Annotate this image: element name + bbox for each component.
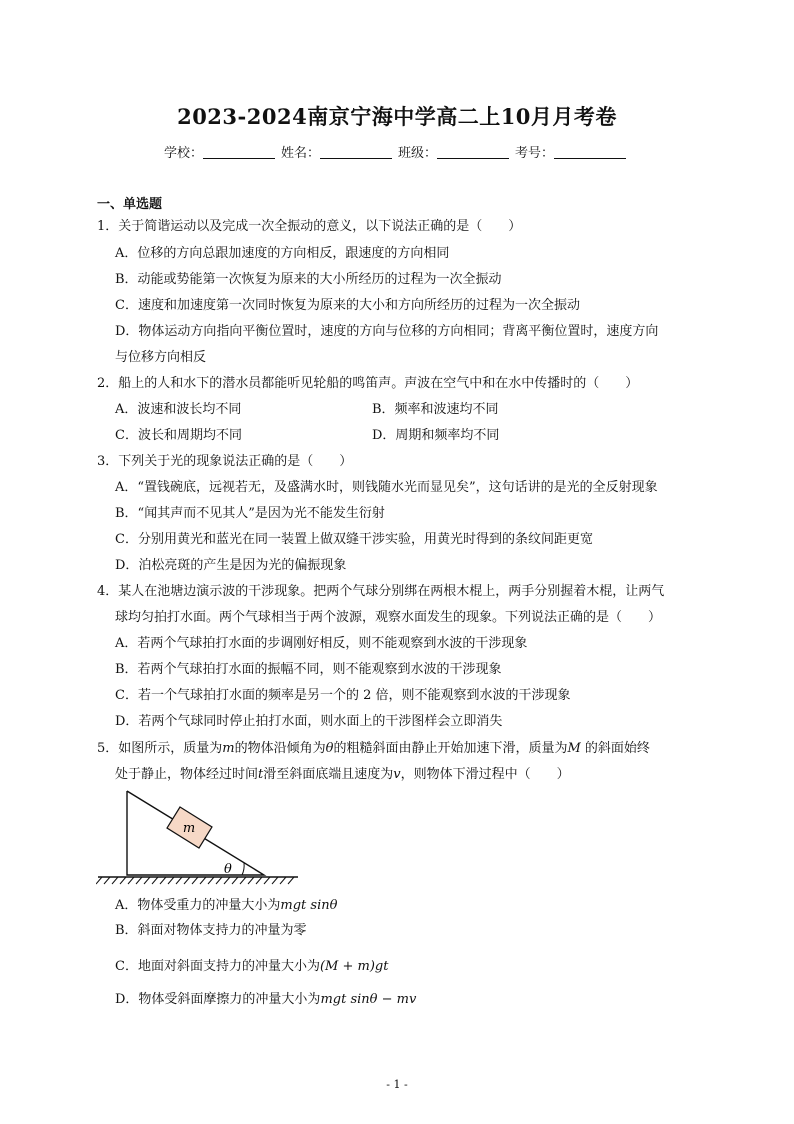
exam-number-blank[interactable] bbox=[554, 146, 626, 159]
question-2-stem: 2．船上的人和水下的潜水员都能听见轮船的鸣笛声。声波在空气中和在水中传播时的（ ） bbox=[97, 376, 639, 391]
name-label: 姓名： bbox=[280, 146, 320, 161]
question-3-option-b: B．“闻其声而不见其人”是因为光不能发生衍射 bbox=[115, 506, 385, 521]
q5-text-e: 处于静止，物体经过时间 bbox=[115, 767, 259, 782]
q5-text-c: 的粗糙斜面由静止开始加速下滑，质量为 bbox=[333, 741, 568, 756]
q5-var-M: M bbox=[567, 741, 581, 756]
q5-text-f: 滑至斜面底端且速度为 bbox=[263, 767, 394, 782]
q5-text-b: 的物体沿倾角为 bbox=[234, 741, 326, 756]
question-4-option-d: D．若两个气球同时停止拍打水面，则水面上的干涉图样会立即消失 bbox=[115, 714, 503, 729]
question-5-stem-line-2 bbox=[115, 766, 570, 784]
class-label: 班级： bbox=[398, 146, 438, 161]
exam-number-label: 考号： bbox=[515, 146, 555, 161]
question-1-option-c: C．速度和加速度第一次同时恢复为原来的大小和方向所经历的过程为一次全振动 bbox=[115, 298, 580, 313]
question-1-option-d-cont: 与位移方向相反 bbox=[115, 350, 207, 365]
school-field bbox=[164, 142, 279, 161]
question-5-option-b bbox=[115, 922, 307, 940]
question-1-option-b: B．动能或势能第一次恢复为原来的大小所经历的过程为一次全振动 bbox=[115, 272, 502, 287]
question-4-stem-line-2: 球均匀拍打水面。两个气球相当于两个波源，观察水面发生的现象。下列说法正确的是（ ） bbox=[115, 610, 662, 625]
q5-text-a: 5．如图所示，质量为 bbox=[97, 741, 223, 756]
question-3-option-a: A．“置钱碗底，远视若无，及盛满水时，则钱随水光而显见矣”，这句话讲的是光的全反射现象 bbox=[115, 480, 658, 495]
question-5-option-d bbox=[115, 991, 416, 1009]
question-2-option-b: B．频率和波速均不同 bbox=[372, 402, 499, 417]
name-blank[interactable] bbox=[320, 146, 392, 159]
name-field bbox=[281, 142, 396, 161]
student-info-row bbox=[0, 142, 794, 161]
question-2-option-a: A．波速和波长均不同 bbox=[115, 402, 242, 417]
question-2-option-c: C．波长和周期均不同 bbox=[115, 428, 242, 443]
q5-option-a-text: A．物体受重力的冲量大小为 bbox=[115, 898, 281, 913]
ground-hatching bbox=[96, 877, 294, 884]
angle-label: θ bbox=[224, 862, 232, 877]
q5-option-c-formula: (M + m)gt bbox=[319, 959, 389, 974]
class-field bbox=[398, 142, 513, 161]
question-1-stem: 1．关于简谐运动以及完成一次全振动的意义，以下说法正确的是（ ） bbox=[97, 219, 522, 234]
q5-option-d-formula: mgt sinθ − mv bbox=[320, 992, 417, 1007]
angle-arc bbox=[242, 863, 244, 875]
incline-figure bbox=[96, 787, 306, 887]
page-number: - 1 - bbox=[386, 1078, 408, 1091]
q5-var-v: v bbox=[393, 767, 401, 782]
section-title: 一、单选题 bbox=[97, 197, 163, 212]
question-3-option-d: D．泊松亮斑的产生是因为光的偏振现象 bbox=[115, 558, 347, 573]
page-title: 2023-2024南京宁海中学高二上10月月考卷 bbox=[177, 104, 617, 129]
q5-var-theta: θ bbox=[325, 741, 334, 756]
question-1-option-a: A．位移的方向总跟加速度的方向相反，跟速度的方向相同 bbox=[115, 246, 450, 261]
q5-option-c-text: C．地面对斜面支持力的冲量大小为 bbox=[115, 959, 320, 974]
q5-option-b-text: B．斜面对物体支持力的冲量为零 bbox=[115, 923, 307, 938]
q5-var-m: m bbox=[222, 741, 235, 756]
question-4-stem-line-1: 4．某人在池塘边演示波的干涉现象。把两个气球分别绑在两根木棍上，两手分别握着木棍，让两气 bbox=[97, 584, 665, 599]
question-4-option-b: B．若两个气球拍打水面的振幅不同，则不能观察到水波的干涉现象 bbox=[115, 662, 502, 677]
question-5-option-c bbox=[115, 958, 388, 976]
q5-option-d-text: D．物体受斜面摩擦力的冲量大小为 bbox=[115, 992, 321, 1007]
question-3-option-c: C．分别用黄光和蓝光在同一装置上做双缝干涉实验，用黄光时得到的条纹间距更宽 bbox=[115, 532, 593, 547]
question-3-stem: 3．下列关于光的现象说法正确的是（ ） bbox=[97, 454, 353, 469]
q5-option-a-formula: mgt sinθ bbox=[280, 898, 338, 913]
question-5-option-a bbox=[115, 897, 337, 915]
exam-number-field bbox=[515, 142, 630, 161]
class-blank[interactable] bbox=[437, 146, 509, 159]
question-5-stem-line-1 bbox=[97, 740, 650, 758]
question-2-option-d: D．周期和频率均不同 bbox=[372, 428, 500, 443]
school-blank[interactable] bbox=[203, 146, 275, 159]
q5-var-t: t bbox=[258, 767, 264, 782]
question-4-option-a: A．若两个气球拍打水面的步调刚好相反，则不能观察到水波的干涉现象 bbox=[115, 636, 528, 651]
school-label: 学校： bbox=[163, 146, 203, 161]
block-label: m bbox=[182, 821, 196, 836]
q5-text-d: 的斜面始终 bbox=[580, 741, 650, 756]
question-4-option-c: C．若一个气球拍打水面的频率是另一个的 2 倍，则不能观察到水波的干涉现象 bbox=[115, 688, 571, 703]
q5-text-g: ，则物体下滑过程中（ ） bbox=[400, 767, 570, 782]
question-1-option-d: D．物体运动方向指向平衡位置时，速度的方向与位移的方向相同；背离平衡位置时，速度方向 bbox=[115, 324, 659, 339]
